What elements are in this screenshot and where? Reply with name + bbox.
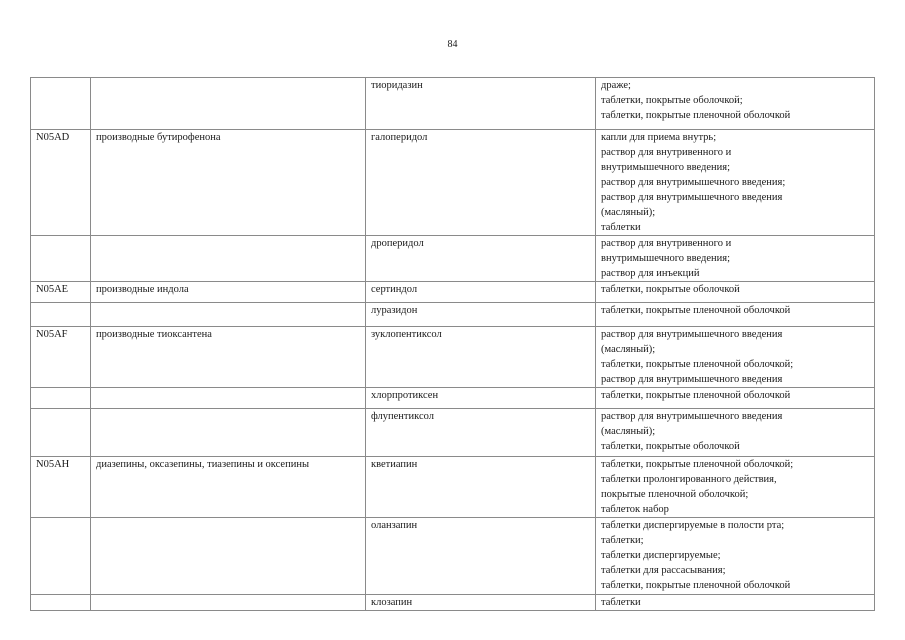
dosage-form-line: таблетки; (601, 535, 644, 546)
group-cell: производные тиоксантена (91, 327, 366, 388)
dosage-form-line: таблетки диспергируемые; (601, 550, 721, 561)
dosage-form-line: раствор для внутримышечного введения; (601, 177, 786, 188)
group-cell (91, 236, 366, 282)
dosage-form-line: таблетки, покрытые оболочкой (601, 441, 740, 452)
dosage-form-line: раствор для инъекций (601, 268, 700, 279)
group-cell: производные бутирофенона (91, 130, 366, 236)
dosage-form-line: таблетки, покрытые пленочной оболочкой (601, 110, 791, 121)
drug-name-cell: галоперидол (366, 130, 596, 236)
drug-name-cell: хлорпротиксен (366, 388, 596, 409)
dosage-forms-cell (596, 457, 875, 518)
dosage-form-line: таблетки пролонгированного действия, (601, 474, 777, 485)
table-row (31, 388, 875, 409)
dosage-form-line: раствор для внутримышечного введения (601, 192, 783, 203)
drug-name-cell: тиоридазин (366, 78, 596, 130)
atc-code-cell: N05AE (31, 282, 91, 303)
atc-code-cell (31, 303, 91, 327)
dosage-forms-cell (596, 327, 875, 388)
dosage-form-line: таблетки, покрытые пленочной оболочкой; (601, 459, 794, 470)
dosage-form-line: таблетки для рассасывания; (601, 565, 726, 576)
dosage-form-line: таблетки, покрытые пленочной оболочкой; (601, 359, 794, 370)
table-row (31, 236, 875, 282)
group-cell (91, 409, 366, 457)
table-row (31, 595, 875, 611)
dosage-form-line: (масляный); (601, 207, 656, 218)
table-row (31, 303, 875, 327)
dosage-form-line: раствор для внутривенного и (601, 238, 732, 249)
drug-name-cell: оланзапин (366, 518, 596, 595)
drug-name-cell: клозапин (366, 595, 596, 611)
atc-code-cell (31, 595, 91, 611)
drug-name-cell: кветиапин (366, 457, 596, 518)
dosage-form-line: таблетки, покрытые пленочной оболочкой (601, 305, 791, 316)
drug-name-cell: сертиндол (366, 282, 596, 303)
dosage-form-line: раствор для внутримышечного введения (601, 411, 783, 422)
group-cell (91, 78, 366, 130)
table-row (31, 282, 875, 303)
dosage-forms-cell (596, 236, 875, 282)
dosage-form-line: раствор для внутримышечного введения (601, 329, 783, 340)
dosage-form-line: таблетки диспергируемые в полости рта; (601, 520, 785, 531)
dosage-form-line: таблетки (601, 597, 641, 608)
dosage-form-line: раствор для внутривенного и (601, 147, 732, 158)
dosage-form-line: таблеток набор (601, 504, 669, 515)
atc-code-cell (31, 78, 91, 130)
drug-name-cell: дроперидол (366, 236, 596, 282)
table-row (31, 130, 875, 236)
table-row (31, 327, 875, 388)
dosage-form-line: таблетки (601, 222, 641, 233)
dosage-forms-cell (596, 388, 875, 409)
group-cell: диазепины, оксазепины, тиазепины и оксепины (91, 457, 366, 518)
dosage-form-line: таблетки, покрытые оболочкой (601, 284, 740, 295)
dosage-form-line: (масляный); (601, 344, 656, 355)
medication-table (30, 77, 875, 611)
atc-code-cell: N05AH (31, 457, 91, 518)
group-cell (91, 388, 366, 409)
table-row (31, 457, 875, 518)
group-cell (91, 303, 366, 327)
atc-code-cell (31, 409, 91, 457)
dosage-form-line: (масляный); (601, 426, 656, 437)
atc-code-cell: N05AF (31, 327, 91, 388)
dosage-forms-cell (596, 595, 875, 611)
drug-name-cell: луразидон (366, 303, 596, 327)
group-cell (91, 595, 366, 611)
atc-code-cell (31, 388, 91, 409)
group-cell: производные индола (91, 282, 366, 303)
table-row (31, 518, 875, 595)
dosage-forms-cell (596, 282, 875, 303)
dosage-form-line: покрытые пленочной оболочкой; (601, 489, 749, 500)
dosage-form-line: раствор для внутримышечного введения (601, 374, 783, 385)
dosage-form-line: таблетки, покрытые оболочкой; (601, 95, 743, 106)
dosage-form-line: драже; (601, 80, 631, 91)
table-row (31, 78, 875, 130)
atc-code-cell (31, 518, 91, 595)
dosage-form-line: таблетки, покрытые пленочной оболочкой (601, 390, 791, 401)
page-number: 84 (447, 39, 458, 50)
atc-code-cell: N05AD (31, 130, 91, 236)
group-cell (91, 518, 366, 595)
drug-name-cell: зуклопентиксол (366, 327, 596, 388)
atc-code-cell (31, 236, 91, 282)
dosage-forms-cell (596, 409, 875, 457)
dosage-forms-cell (596, 303, 875, 327)
dosage-forms-cell (596, 518, 875, 595)
dosage-form-line: внутримышечного введения; (601, 253, 731, 264)
drug-name-cell: флупентиксол (366, 409, 596, 457)
dosage-form-line: внутримышечного введения; (601, 162, 731, 173)
dosage-form-line: капли для приема внутрь; (601, 132, 717, 143)
dosage-forms-cell (596, 78, 875, 130)
dosage-form-line: таблетки, покрытые пленочной оболочкой (601, 580, 791, 591)
table-row (31, 409, 875, 457)
dosage-forms-cell (596, 130, 875, 236)
